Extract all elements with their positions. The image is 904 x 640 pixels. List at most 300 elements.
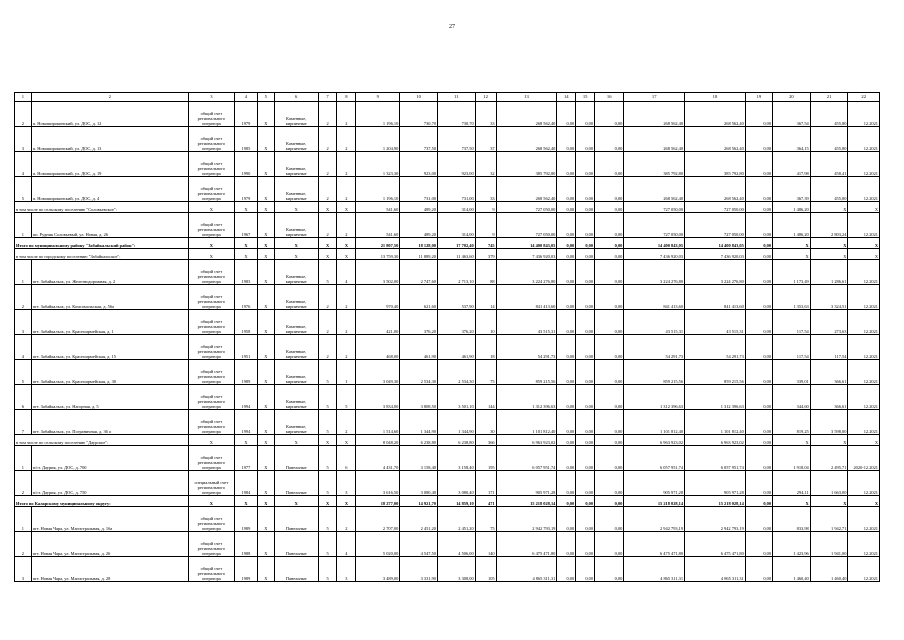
table-cell: 489,20 xyxy=(400,202,438,213)
table-cell: 0,00 xyxy=(576,471,595,496)
table-cell: 0,00 xyxy=(745,507,772,532)
table-cell: общий счет регионального оператора xyxy=(188,213,234,238)
table-cell: общий счет регионального оператора xyxy=(188,507,234,532)
table-cell: 2 xyxy=(15,471,32,496)
table-cell: пгт. Забайкальск, ул. Железнодорожная, д. 2 xyxy=(31,260,188,285)
table-cell: 0,00 xyxy=(745,285,772,310)
table-cell: 1979 xyxy=(234,177,257,202)
table-cell: 1 941,00 xyxy=(810,532,848,557)
table-cell: общий счет регионального оператора xyxy=(188,310,234,335)
table-cell: 0,00 xyxy=(595,249,624,260)
table-cell: 421,00 xyxy=(356,310,400,335)
table-cell: Каменные, кирпичные xyxy=(274,385,318,410)
table-cell: 0,00 xyxy=(745,177,772,202)
table-cell: 268 562,40 xyxy=(685,102,746,127)
table-cell: 0,00 xyxy=(745,335,772,360)
table-cell: Х xyxy=(257,410,274,435)
table-row xyxy=(15,335,880,360)
table-cell: 731,00 xyxy=(437,177,475,202)
table-cell: 344,60 xyxy=(773,385,811,410)
table-cell: 1 204,90 xyxy=(356,127,400,152)
table-cell: 4 865 311,31 xyxy=(496,557,557,582)
table-cell: 0,00 xyxy=(595,446,624,471)
table-cell: 6 057 951,74 xyxy=(685,446,746,471)
table-cell: пгт. Забайкальск, ул. Красноармейская, д. 30 xyxy=(31,360,188,385)
table-cell: 12.2021 xyxy=(848,177,880,202)
table-cell: 0,00 xyxy=(557,238,576,249)
table-cell: 2 xyxy=(337,102,356,127)
table-cell: Х xyxy=(848,238,880,249)
table-cell: 2 942 793,19 xyxy=(624,507,685,532)
subtotal-row xyxy=(15,238,880,249)
table-cell: 7 436 920,03 xyxy=(496,249,557,260)
table-cell: 905 971,28 xyxy=(685,471,746,496)
table-cell: п. Новоширокинский, ул. ДОС, д. 19 xyxy=(31,152,188,177)
table-cell: 0,00 xyxy=(557,496,576,507)
table-cell: 0,00 xyxy=(576,310,595,335)
table-cell: 9 xyxy=(475,202,496,213)
table-cell: 3 502,00 xyxy=(356,260,400,285)
table-cell: Х xyxy=(337,496,356,507)
table-cell: 15 218 028,14 xyxy=(685,496,746,507)
table-cell: 0,00 xyxy=(745,102,772,127)
table-cell: 268 562,40 xyxy=(496,102,557,127)
table-cell: 0,00 xyxy=(745,435,772,446)
table-cell: 6 238,80 xyxy=(400,435,438,446)
table-cell: 0,00 xyxy=(595,213,624,238)
table-cell: Х xyxy=(234,496,257,507)
table-cell: 730,70 xyxy=(437,102,475,127)
subtotal-row xyxy=(15,496,880,507)
table-cell: 0,00 xyxy=(595,435,624,446)
table-cell: 0,00 xyxy=(595,532,624,557)
table-cell: 12.2021 xyxy=(848,557,880,582)
table-cell: пгт. Новая Чара, ул. Магистральная, д. 26 xyxy=(31,532,188,557)
table-cell: 731,00 xyxy=(400,177,438,202)
table-cell: 12.2021 xyxy=(848,213,880,238)
table-cell: 2 xyxy=(318,127,337,152)
table-cell: Панельные xyxy=(274,507,318,532)
table-cell: 2 713,10 xyxy=(437,260,475,285)
table-cell: 0,00 xyxy=(745,127,772,152)
table-cell: 1990 xyxy=(234,152,257,177)
table-row xyxy=(15,177,880,202)
table-cell: 6 475 471,80 xyxy=(496,532,557,557)
table-cell: Х xyxy=(188,496,234,507)
table-cell: п. Новоширокинский, ул. ДОС, д. 4 xyxy=(31,177,188,202)
table-cell: 367,54 xyxy=(773,102,811,127)
table-cell: 2 xyxy=(318,310,337,335)
table-cell: 3 xyxy=(15,310,32,335)
table-cell: 0,00 xyxy=(745,249,772,260)
table-cell: 0,00 xyxy=(595,177,624,202)
table-cell: 0,00 xyxy=(595,471,624,496)
table-cell: 3 616,50 xyxy=(356,471,400,496)
table-cell: 1 101 812,40 xyxy=(624,410,685,435)
table-cell: 4 xyxy=(15,152,32,177)
table-cell: 0,00 xyxy=(576,507,595,532)
table-cell: Х xyxy=(773,249,811,260)
column-header: 8 xyxy=(337,93,356,102)
table-cell: 294,11 xyxy=(773,471,811,496)
table-cell: 737,50 xyxy=(437,127,475,152)
table-cell: 3 224 276,80 xyxy=(685,260,746,285)
table-cell: 54 291,73 xyxy=(685,335,746,360)
table-cell: общий счет регионального оператора xyxy=(188,557,234,582)
table-cell: 5 xyxy=(318,557,337,582)
table-cell: 0,00 xyxy=(745,310,772,335)
table-cell: общий счет регионального оператора xyxy=(188,260,234,285)
table-cell: 1 xyxy=(15,260,32,285)
table-cell: 0,00 xyxy=(595,496,624,507)
table-cell: Х xyxy=(257,335,274,360)
table-cell: 4 547,50 xyxy=(400,532,438,557)
table-cell: 468,00 xyxy=(356,335,400,360)
table-cell: 4 506,00 xyxy=(437,532,475,557)
table-cell: пгт. Забайкальск, ул. Пограничная, д. 36 а xyxy=(31,410,188,435)
table-row xyxy=(15,310,880,335)
table-cell: Х xyxy=(318,496,337,507)
table-cell: 0,00 xyxy=(745,385,772,410)
table-cell: 0,00 xyxy=(557,360,576,385)
table-cell: 3 158,40 xyxy=(437,446,475,471)
table-cell: 0,00 xyxy=(557,335,576,360)
table-cell: 0,00 xyxy=(595,335,624,360)
table-cell: 0,00 xyxy=(557,249,576,260)
table-cell: 0,00 xyxy=(576,249,595,260)
table-cell: Х xyxy=(188,435,234,446)
table-cell: 195 xyxy=(475,446,496,471)
table-cell: 0,00 xyxy=(557,385,576,410)
table-cell: Каменные, кирпичные xyxy=(274,177,318,202)
column-header: 13 xyxy=(496,93,557,102)
table-cell: 0,00 xyxy=(595,385,624,410)
table-cell: 1976 xyxy=(234,285,257,310)
table-cell: Каменные, кирпичные xyxy=(274,213,318,238)
table-cell: 2 xyxy=(318,213,337,238)
table-cell: 268 562,40 xyxy=(624,102,685,127)
table-cell: 37 xyxy=(475,127,496,152)
table-cell: 1 xyxy=(337,360,356,385)
table-cell: 9 xyxy=(475,213,496,238)
table-cell: 727 050,00 xyxy=(624,213,685,238)
table-cell: 5 xyxy=(318,260,337,285)
table-cell: 0,00 xyxy=(557,202,576,213)
table-cell: 6 963 923,02 xyxy=(624,435,685,446)
table-cell: 0,00 xyxy=(595,238,624,249)
table-cell: Х xyxy=(257,177,274,202)
table-cell: 1977 xyxy=(234,446,257,471)
table-row xyxy=(15,507,880,532)
table-cell: 13 759,30 xyxy=(356,249,400,260)
table-cell: 0,00 xyxy=(557,310,576,335)
table-cell: 5 xyxy=(15,177,32,202)
table-cell: пгт. Забайкальск, ул. Красноармейская, д. 1 xyxy=(31,310,188,335)
table-cell: 314,00 xyxy=(437,213,475,238)
table-cell: 0,00 xyxy=(576,496,595,507)
table-cell: Х xyxy=(257,285,274,310)
table-cell: 0,00 xyxy=(557,260,576,285)
table-cell: 0,00 xyxy=(745,238,772,249)
table-cell: п/ст. Даурия, ул. ДОС, д. 700 xyxy=(31,446,188,471)
table-cell: Каменные, кирпичные xyxy=(274,410,318,435)
table-cell: Х xyxy=(810,202,848,213)
table-row xyxy=(15,557,880,582)
table-cell: 1 423,96 xyxy=(773,532,811,557)
table-cell: 5 xyxy=(318,446,337,471)
table-cell: 3 224 276,80 xyxy=(624,260,685,285)
table-cell: 5 020,00 xyxy=(356,532,400,557)
table-cell: 1 286,61 xyxy=(810,260,848,285)
table-cell: Х xyxy=(257,127,274,152)
table-cell: 30 xyxy=(475,410,496,435)
table-cell: 2 495,71 xyxy=(810,446,848,471)
table-cell: 268 562,40 xyxy=(685,177,746,202)
table-cell: п. Новоширокинский, ул. ДОС, д. 13 xyxy=(31,127,188,152)
table-cell: 4 865 311,31 xyxy=(624,557,685,582)
table-cell: Панельные xyxy=(274,471,318,496)
table-cell: 5 xyxy=(318,410,337,435)
table-cell: Х xyxy=(234,249,257,260)
table-cell: 3 158,40 xyxy=(400,446,438,471)
table-cell: 117,54 xyxy=(773,335,811,360)
table-cell: 0,00 xyxy=(557,507,576,532)
subtotal-label: Итого по Каларскому муниципальному округу: xyxy=(15,496,189,507)
table-cell: 7 436 920,03 xyxy=(685,249,746,260)
table-cell: 0,00 xyxy=(557,213,576,238)
table-cell: 2 xyxy=(318,285,337,310)
table-cell: Панельные xyxy=(274,446,318,471)
table-cell: 140 xyxy=(475,532,496,557)
table-cell: Х xyxy=(337,435,356,446)
table-cell: пгт. Забайкальск, ул. Нагорная, д. 5 xyxy=(31,385,188,410)
table-cell: п. Новоширокинский, ул. ДОС, д. 12 xyxy=(31,102,188,127)
table-cell: 0,00 xyxy=(576,360,595,385)
table-cell: общий счет регионального оператора xyxy=(188,335,234,360)
subtotal-label: в том числе по сельскому поселению "Соловьевское": xyxy=(15,202,189,213)
column-header: 12 xyxy=(475,93,496,102)
table-cell: 32 xyxy=(475,152,496,177)
table-cell: 0,00 xyxy=(745,213,772,238)
table-cell: 1 101 812,40 xyxy=(496,410,557,435)
table-cell: Х xyxy=(257,360,274,385)
table-cell: 1985 xyxy=(234,127,257,152)
table-cell: 14 400 843,05 xyxy=(624,238,685,249)
table-cell: 18 277,00 xyxy=(356,496,400,507)
table-cell: 0,00 xyxy=(576,532,595,557)
table-cell: Х xyxy=(274,238,318,249)
table-cell: Х xyxy=(257,238,274,249)
table-cell: пп. Рудник Соловьевый, ул. Новая, д. 26 xyxy=(31,213,188,238)
table-cell: 730,70 xyxy=(400,102,438,127)
table-cell: 471 xyxy=(475,496,496,507)
table-cell: Х xyxy=(188,249,234,260)
table-cell: 0,00 xyxy=(595,260,624,285)
table-cell: 6 475 471,80 xyxy=(624,532,685,557)
table-cell: 33 xyxy=(475,102,496,127)
table-cell: 841 413,60 xyxy=(685,285,746,310)
table-cell: Х xyxy=(274,435,318,446)
table-cell: 1 323,30 xyxy=(356,152,400,177)
table-cell: 0,00 xyxy=(576,446,595,471)
table-cell: 2 942 793,19 xyxy=(685,507,746,532)
table-cell: 366,61 xyxy=(810,360,848,385)
table-cell: 1 101 812,40 xyxy=(685,410,746,435)
table-cell: Панельные xyxy=(274,532,318,557)
table-cell: 0,00 xyxy=(595,202,624,213)
table-cell: 1 xyxy=(15,213,32,238)
column-header: 4 xyxy=(234,93,257,102)
table-cell: 859 215,56 xyxy=(624,360,685,385)
table-cell: 0,00 xyxy=(557,152,576,177)
table-cell: Х xyxy=(848,435,880,446)
table-cell: общий счет регионального оператора xyxy=(188,102,234,127)
table-cell: 3 xyxy=(337,471,356,496)
table-cell: Х xyxy=(773,238,811,249)
table-cell: 2 xyxy=(318,177,337,202)
table-cell: 54 291,73 xyxy=(624,335,685,360)
table-cell: 376,20 xyxy=(400,310,438,335)
table-cell: Х xyxy=(188,202,234,213)
table-cell: 75 xyxy=(475,360,496,385)
table-cell: Х xyxy=(318,435,337,446)
table-cell: 268 562,40 xyxy=(496,127,557,152)
table-cell: 5 xyxy=(337,385,356,410)
table-cell: 4 865 311,31 xyxy=(685,557,746,582)
table-cell: Х xyxy=(257,260,274,285)
table-cell: 859 215,56 xyxy=(685,360,746,385)
table-cell: 364,15 xyxy=(773,127,811,152)
table-cell: Х xyxy=(848,202,880,213)
table-cell: 339,01 xyxy=(773,360,811,385)
table-cell: 417,98 xyxy=(773,152,811,177)
table-cell: 1984 xyxy=(234,471,257,496)
table-cell: Х xyxy=(773,496,811,507)
table-cell: Каменные, кирпичные xyxy=(274,102,318,127)
table-cell: 2 xyxy=(337,410,356,435)
subtotal-row xyxy=(15,202,880,213)
table-cell: 0,00 xyxy=(595,102,624,127)
table-cell: 6 475 471,80 xyxy=(685,532,746,557)
table-cell: 268 562,40 xyxy=(624,127,685,152)
table-cell: 0,00 xyxy=(557,557,576,582)
table-cell: 18 128,00 xyxy=(400,238,438,249)
table-cell: 3 834,00 xyxy=(356,385,400,410)
table-cell: 2 xyxy=(15,285,32,310)
table-cell: 43 515,31 xyxy=(624,310,685,335)
table-cell: 11 889,20 xyxy=(400,249,438,260)
column-header: 5 xyxy=(257,93,274,102)
table-cell: 0,00 xyxy=(576,152,595,177)
table-row xyxy=(15,260,880,285)
table-cell: 12.2021 xyxy=(848,152,880,177)
table-cell: 366 xyxy=(475,435,496,446)
table-cell: Х xyxy=(257,496,274,507)
table-cell: 1 312 396,63 xyxy=(685,385,746,410)
table-cell: 0,00 xyxy=(576,213,595,238)
table-cell: Каменные, кирпичные xyxy=(274,360,318,385)
column-header: 6 xyxy=(274,93,318,102)
table-cell: 21 807,50 xyxy=(356,238,400,249)
table-cell: Х xyxy=(257,446,274,471)
table-cell: Х xyxy=(257,102,274,127)
table-cell: 12.2021 xyxy=(848,102,880,127)
table-cell: 18 xyxy=(475,335,496,360)
table-cell: 0,00 xyxy=(576,285,595,310)
table-cell: 6 963 923,02 xyxy=(685,435,746,446)
table-cell: 105 xyxy=(475,557,496,582)
table-cell: 366,61 xyxy=(810,385,848,410)
table-cell: 17 702,40 xyxy=(437,238,475,249)
table-cell: 1 663,00 xyxy=(810,471,848,496)
table-cell: 8 048,20 xyxy=(356,435,400,446)
table-cell: 1989 xyxy=(234,557,257,582)
table-cell: 1 344,90 xyxy=(400,410,438,435)
table-cell: 12.2021 xyxy=(848,507,880,532)
table-cell: 3 598,00 xyxy=(810,410,848,435)
table-cell: Х xyxy=(257,152,274,177)
table-cell: 1 312 396,63 xyxy=(496,385,557,410)
table-cell: 1979 xyxy=(234,102,257,127)
table-cell: 12.2021 xyxy=(848,285,880,310)
table-cell: 2 xyxy=(337,335,356,360)
table-cell: Х xyxy=(257,249,274,260)
column-header: 11 xyxy=(437,93,475,102)
table-cell: 12.2021 xyxy=(848,127,880,152)
table-cell: Каменные, кирпичные xyxy=(274,310,318,335)
subtotal-row xyxy=(15,435,880,446)
table-cell: 10 xyxy=(475,310,496,335)
table-cell: 385 792,80 xyxy=(496,152,557,177)
table-cell: 1989 xyxy=(234,507,257,532)
table-cell: 4 xyxy=(337,260,356,285)
table-cell: 923,00 xyxy=(437,152,475,177)
table-cell: 970,40 xyxy=(356,285,400,310)
table-cell: 2 xyxy=(337,127,356,152)
table-row xyxy=(15,152,880,177)
table-cell: 0,00 xyxy=(576,410,595,435)
table-cell: 3 308,00 xyxy=(437,557,475,582)
table-cell: 12.2021 xyxy=(848,335,880,360)
column-header: 21 xyxy=(810,93,848,102)
table-cell: 2 451,20 xyxy=(400,507,438,532)
table-cell: 0,00 xyxy=(595,310,624,335)
table-cell: 0,00 xyxy=(557,285,576,310)
table-cell: 12.2021 xyxy=(848,532,880,557)
table-cell: Х xyxy=(274,249,318,260)
table-cell: Х xyxy=(257,507,274,532)
subtotal-label: в том числе по сельскому поселению "Даурское": xyxy=(15,435,189,446)
table-cell: 6 057 951,74 xyxy=(496,446,557,471)
table-cell: 43 515,31 xyxy=(496,310,557,335)
housing-register-table xyxy=(14,92,880,582)
table-cell: Х xyxy=(257,310,274,335)
table-cell: Х xyxy=(257,213,274,238)
table-cell: 0,00 xyxy=(595,152,624,177)
table-cell: 727 050,00 xyxy=(496,213,557,238)
table-cell: 1994 xyxy=(234,410,257,435)
table-cell: общий счет регионального оператора xyxy=(188,385,234,410)
table-cell: 3 xyxy=(15,127,32,152)
table-cell: 0,00 xyxy=(745,471,772,496)
table-cell: 1 353,63 xyxy=(773,285,811,310)
table-cell: 268 562,40 xyxy=(624,177,685,202)
table-cell: 0,00 xyxy=(745,557,772,582)
column-number-row xyxy=(15,93,880,102)
table-cell: пгт. Новая Чара, ул. Магистральная, д. 16а xyxy=(31,507,188,532)
table-cell: 379 xyxy=(475,249,496,260)
table-cell: 1 514,60 xyxy=(356,410,400,435)
